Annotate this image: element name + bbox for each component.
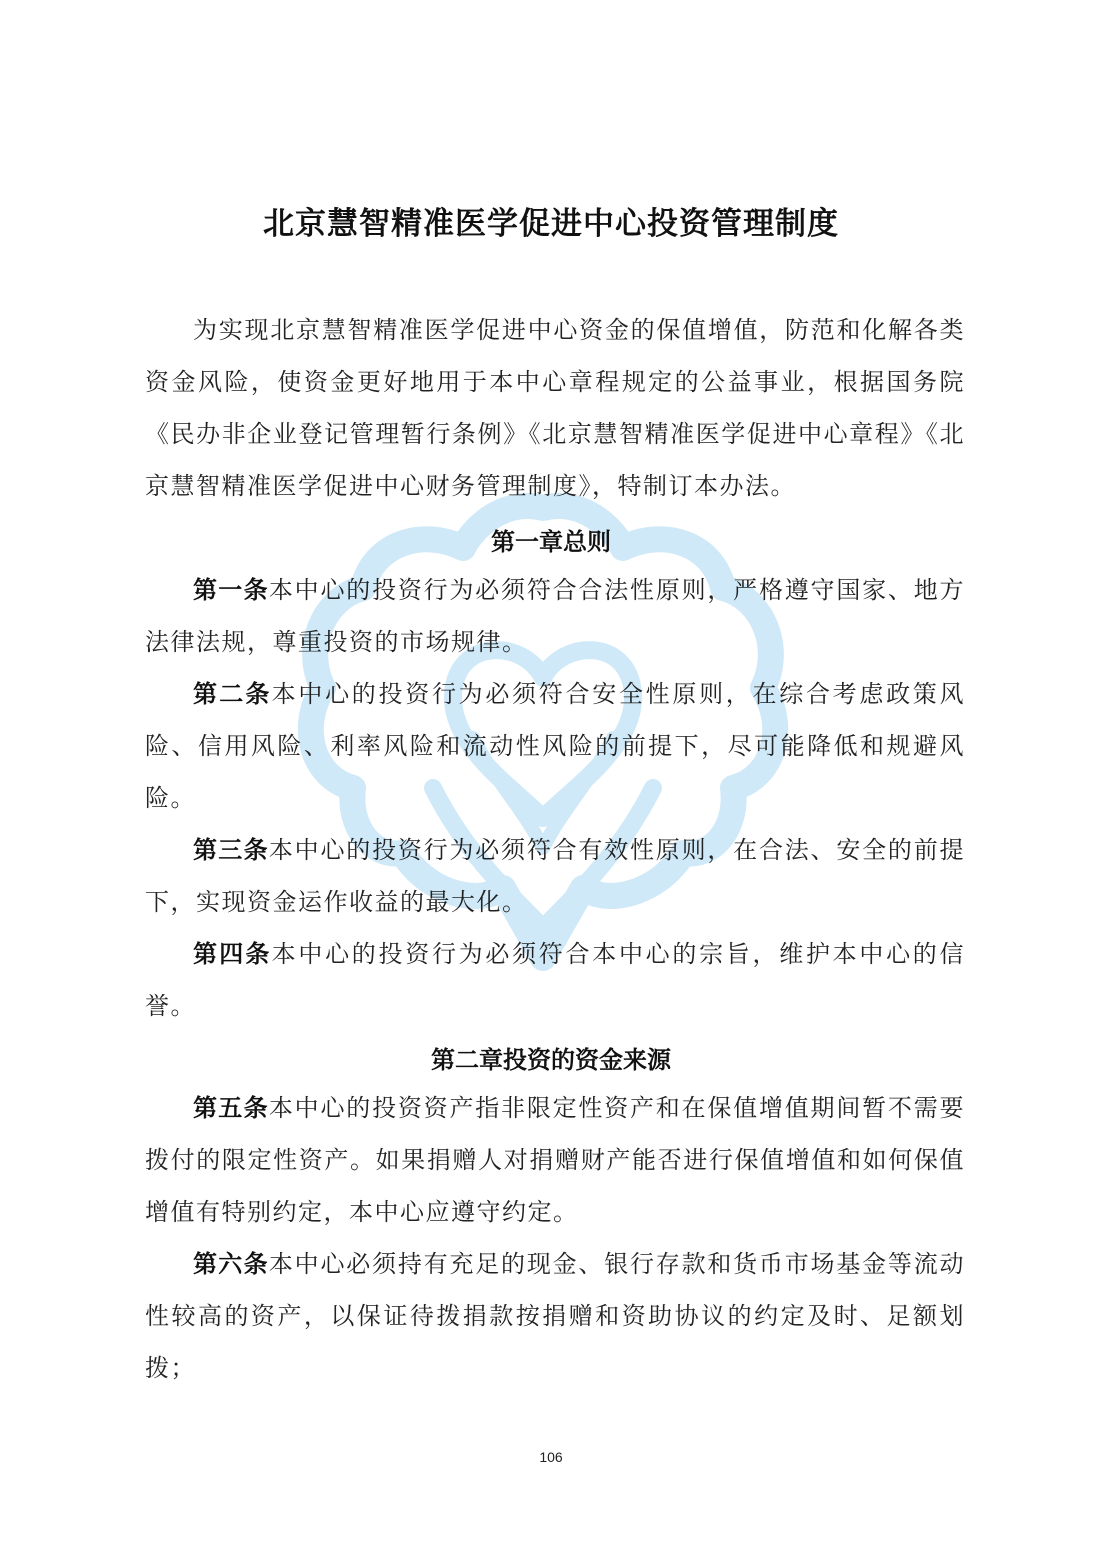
article-3 bbox=[145, 824, 965, 928]
article-text: 本中心的投资行为必须符合安全性原则，在综合考虑政策风险、信用风险、利率风险和流动性风险的前提下，尽可能降低和规避风险。 bbox=[145, 680, 966, 812]
chapter-heading: 第一章总则 bbox=[491, 528, 611, 556]
article-label: 第二条 bbox=[193, 680, 272, 708]
article-text: 本中心的投资行为必须符合合法性原则，严格遵守国家、地方法律法规，尊重投资的市场规律。 bbox=[145, 576, 966, 656]
chapter2-articles bbox=[145, 1082, 965, 1394]
article-label: 第五条 bbox=[193, 1094, 269, 1122]
article-text: 本中心的投资行为必须符合有效性原则，在合法、安全的前提下，实现资金运作收益的最大化。 bbox=[145, 836, 966, 916]
intro-section bbox=[145, 304, 965, 512]
article-5 bbox=[145, 1082, 965, 1238]
article-label: 第四条 bbox=[193, 940, 272, 968]
article-text: 本中心的投资资产指非限定性资产和在保值增值期间暂不需要拨付的限定性资产。如果捐赠人对捐赠财产能否进行保值增值和如何保值增值有特别约定，本中心应遵守约定。 bbox=[145, 1094, 966, 1226]
document-title: 北京慧智精准医学促进中心投资管理制度 bbox=[263, 206, 839, 242]
intro-paragraph: 为实现北京慧智精准医学促进中心资金的保值增值，防范和化解各类资金风险，使资金更好地用于本中心章程规定的公益事业，根据国务院《民办非企业登记管理暂行条例》《北京慧智精准医学促进中心章程》《北京慧智精准医学促进中心财务管理制度》，特制订本办法。 bbox=[145, 316, 965, 500]
article-1 bbox=[145, 564, 965, 668]
article-text: 本中心必须持有充足的现金、银行存款和货币市场基金等流动性较高的资产，以保证待拨捐款按捐赠和资助协议的约定及时、足额划拨； bbox=[145, 1250, 966, 1382]
article-6 bbox=[145, 1238, 965, 1394]
chapter-heading: 第二章投资的资金来源 bbox=[431, 1046, 671, 1074]
article-2 bbox=[145, 668, 965, 824]
page-number: 106 bbox=[539, 1449, 563, 1465]
article-text: 本中心的投资行为必须符合本中心的宗旨，维护本中心的信誉。 bbox=[145, 940, 966, 1020]
article-label: 第三条 bbox=[193, 836, 269, 864]
article-label: 第六条 bbox=[193, 1250, 269, 1278]
article-4 bbox=[145, 928, 965, 1032]
article-label: 第一条 bbox=[193, 576, 269, 604]
chapter1-articles bbox=[145, 564, 965, 1032]
